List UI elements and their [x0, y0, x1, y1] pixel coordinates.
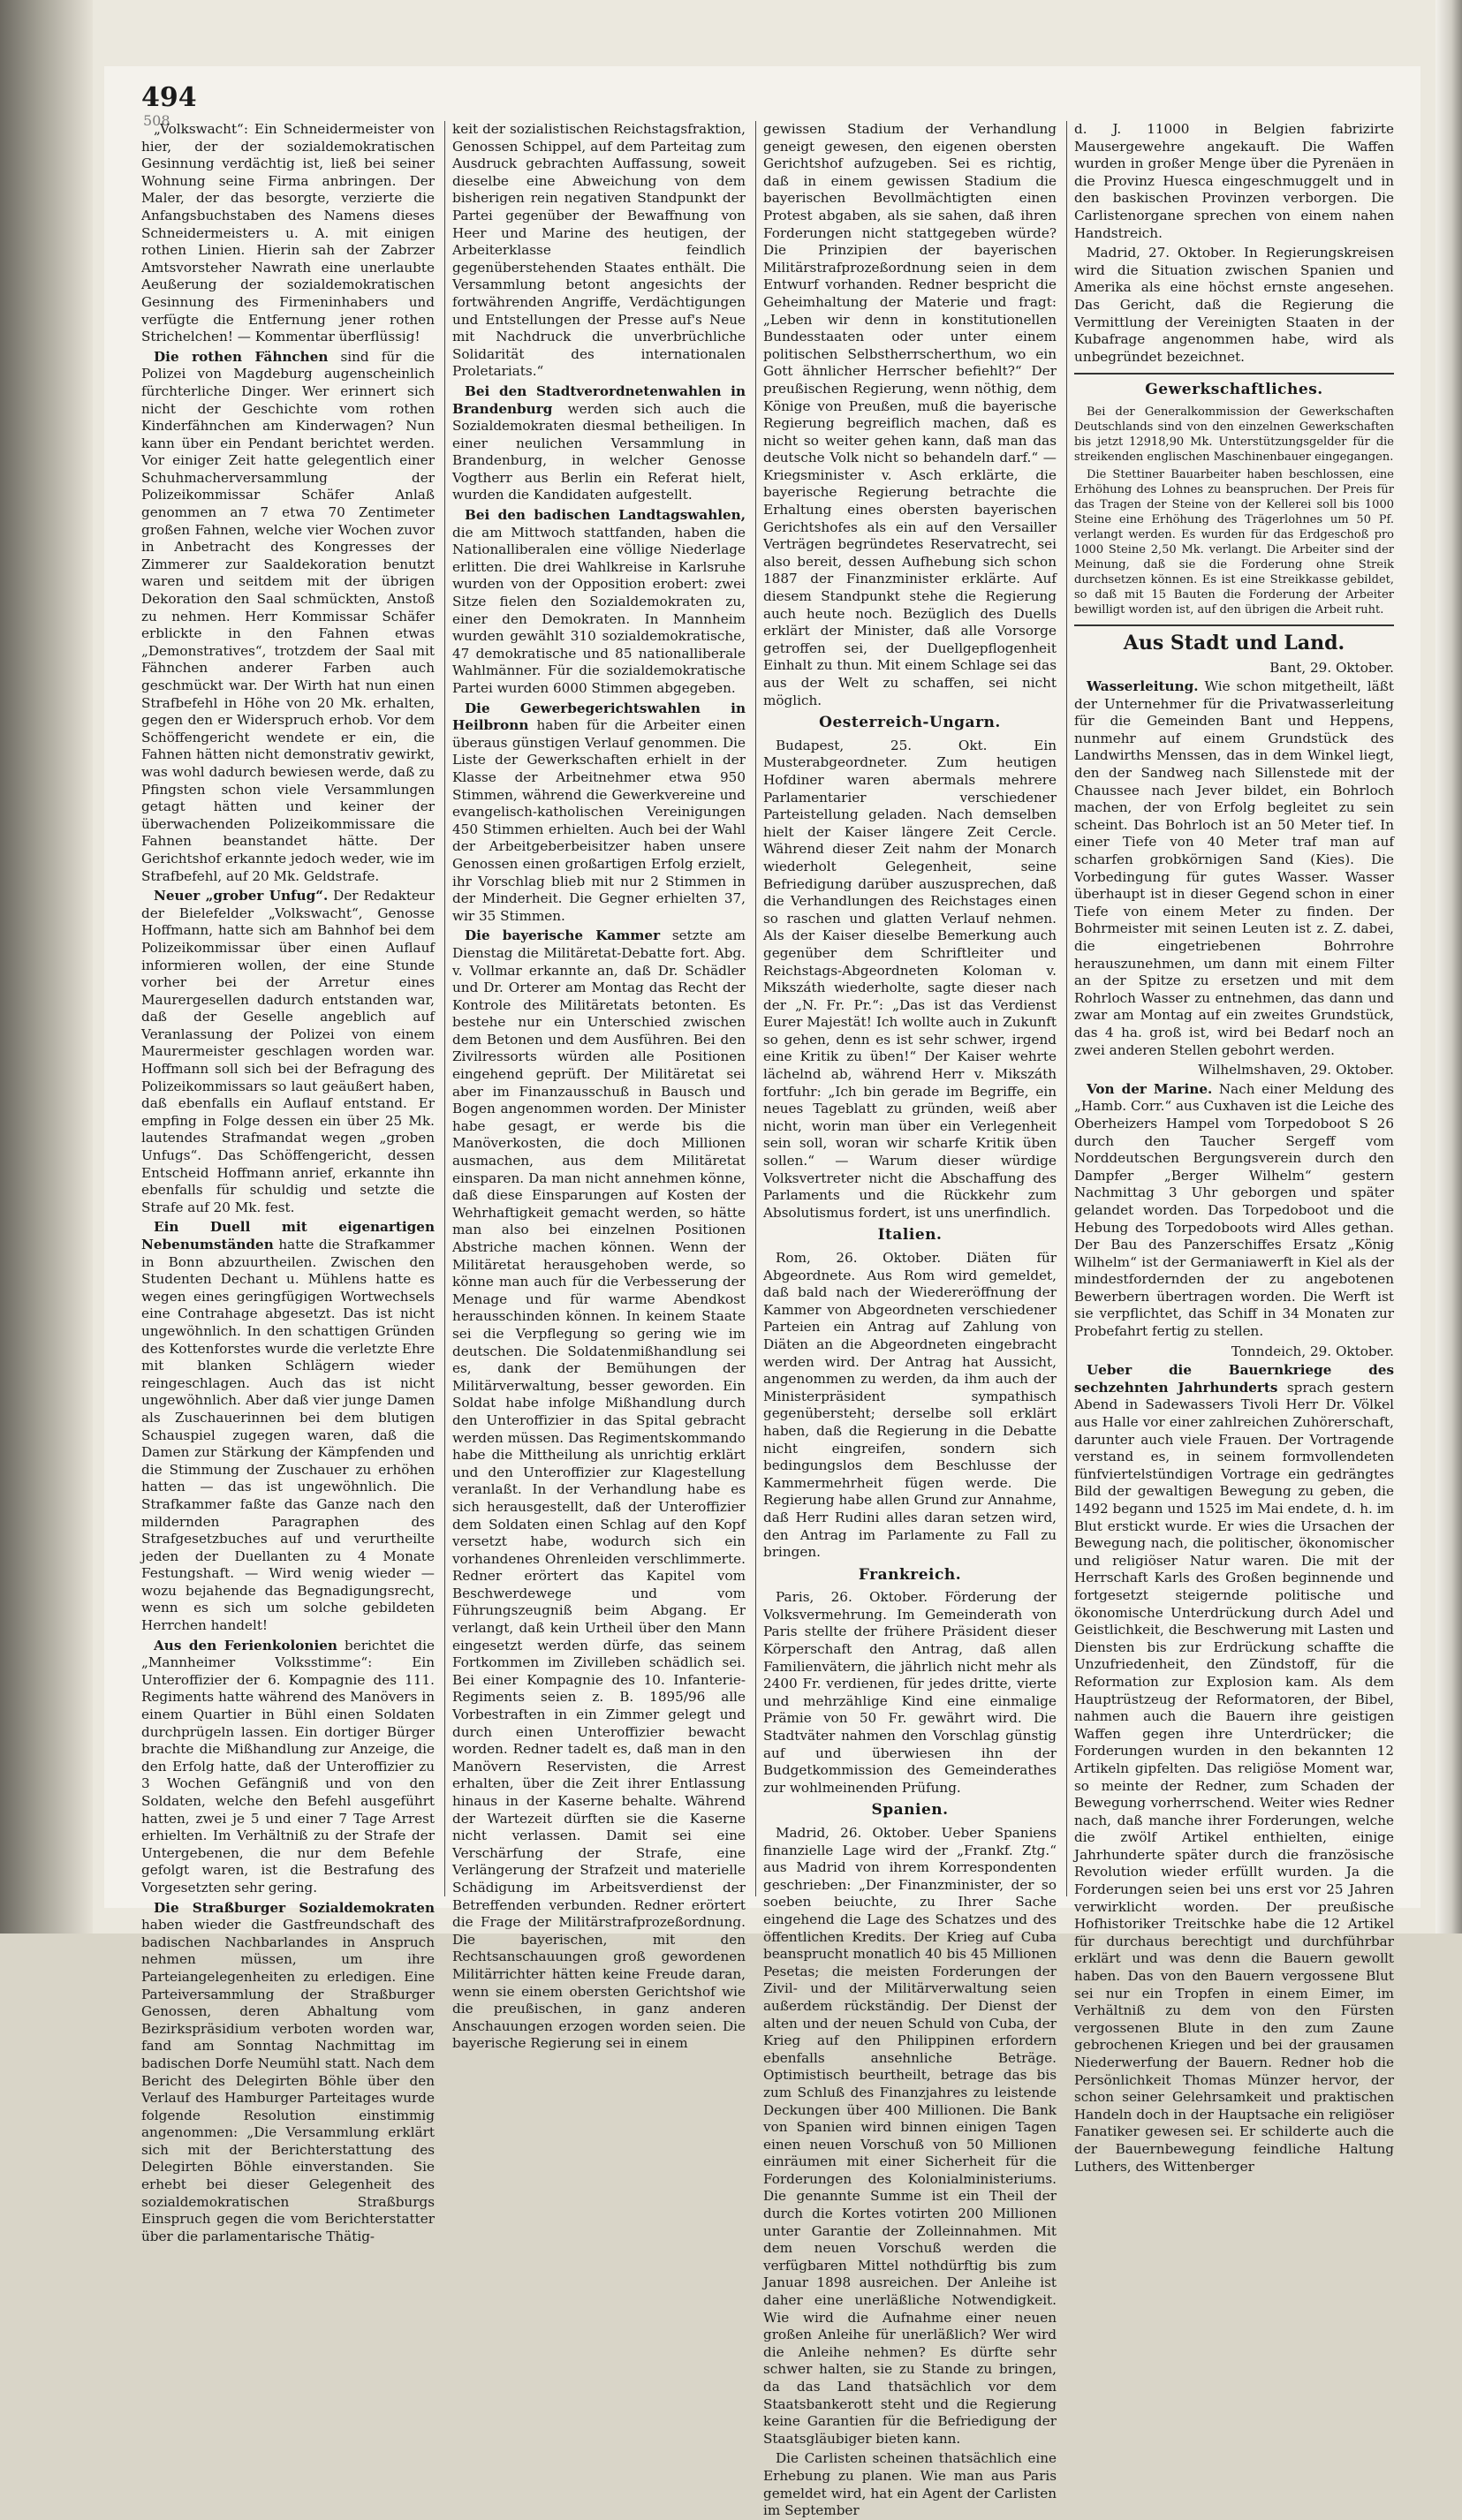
article-lead: Bei den Stadtverordnetenwahlen in Brandenburg	[452, 382, 746, 417]
article-lead: Neuer „grober Unfug“.	[154, 888, 329, 904]
column-rule	[444, 121, 445, 1896]
article-text: sprach gestern Abend in Sadewassers Tivoli Herr Dr. Völkel aus Halle vor einer zahlreichen Zuhörerschaft, darunter auch viele Frauen. Der Vortragende verstand es, in seinem formvollendeten fünfviertelstündigen Vortrage ein gedrängtes Bild der gewaltigen Bewegung zu geben, die 1492 begann und 1525 im Mai endete, d. h. im Blut erstickt wurde. Er wies die Ursachen der Bewegung nach, die politischer, ökonomischer und religiöser Natur waren. Die mit der Herrschaft Karls des Großen beginnende und fortgesetzt steigernde politische und ökonomische Unterdrückung durch Adel und Geistlichkeit, die Beschwerung mit Lasten und Diensten bis zur Erdrückung schaffte die Unzufriedenheit, den Zündstoff, für die Reformation zur Explosion kam. Als dem Hauptrüstzeug der Reformatoren, der Bibel, nahmen auch die Bauern ihre geistigen Waffen gegen ihre Unterdrücker; die Forderungen wurden in den bekannten 12 Artikeln gipfelten. Das religiöse Moment war, so meinte der Redner, zum Schaden der Bewegung vorherrschend. Weiter wies Redner nach, daß manche ihrer Forderungen, welche die zwölf Artikel enthielten, einige Jahrhunderte später durch die französische Revolution wieder erfüllt wurden. Ja die Forderungen seien bei uns erst vor 25 Jahren verwirklicht worden. Der preußische Hofhistoriker Treitschke habe die 12 Artikel für durchaus berechtigt und durchführbar erklärt und was denn die Bauern gewollt haben. Das von den Bauern vergossene Blut sei nur ein Tropfen in einem Eimer, im Verhältniß zu dem von den Fürsten vergossenen Blute in den zum Zaune gebrochenen Kriegen und bei der grausamen Niederwerfung der Bauern. Redner hob die Persönlichkeit Thomas Münzer hervor, der schon seiner Gelehrsamkeit und praktischen Handeln doch in der Hauptsache ein religiöser Fanatiker gewesen sei. Er schilderte auch die der Bauernbewegung feindliche Haltung Luthers, des Wittenberger	[1074, 1379, 1394, 2175]
paragraph	[452, 507, 746, 698]
paragraph: Madrid, 26. Oktober. Ueber Spaniens finanzielle Lage wird der „Frankf. Ztg.“ aus Madrid von ihrem Korrespondenten geschrieben: „Der Finanzminister, der so soeben beiuchte, zu Ihrer Sache eingehend die Lage des Schatzes und des öffentlichen Kredits. Der Krieg auf Cuba beansprucht monatlich 40 bis 45 Millionen Pesetas; die meisten Forderungen der Zivil- und der Militärverwaltung seien außerdem rückständig. Der Dienst der alten und der neuen Schuld von Cuba, der Krieg auf den Philippinen erfordern ebenfalls ansehnliche Beträge. Optimistisch beurtheilt, betrage das bis zum Schluß des Finanzjahres zu leistende Deckungen über 400 Millionen. Die Bank von Spanien wird binnen einigen Tagen einen neuen Vorschuß von 50 Millionen einräumen mit einer Sicherheit für die Forderungen des Kolonialministeriums. Die genannte Summe ist ein Theil der durch die Kortes votirten 200 Millionen unter Garantie der Zolleinnahmen. Mit dem neuen Vorschuß werden die verfügbaren Mittel nothdürftig bis zum Januar 1898 ausreichen. Der Anleihe ist daher eine unerläßliche Notwendigkeit. Wie wird die Aufnahme einer neuen großen Anleihe für unerläßlich? Wer wird die Anleihe nehmen? Es dürfte sehr schwer halten, sie zu Stande zu bringen, da das Land thatsächlich vor dem Staatsbankerott steht und die Regierung keine Garantien für die Befriedigung der Staatsgläubiger bieten kann.	[763, 1825, 1057, 2447]
section-heading: Oesterreich-Ungarn.	[819, 714, 1001, 732]
paragraph: Die Stettiner Bauarbeiter haben beschlossen, eine Erhöhung des Lohnes zu beanspruchen. Der Preis für das Tragen der Steine von der Kellerei soll bis 1000 Steine eine Erhöhung des Trägerlohnes um 50 Pf. verlangt werden. Es wurden für das Erdgeschoß pro 1000 Steine 2,50 Mk. verlangt. Die Arbeiter sind der Meinung, daß sie die Forderung ohne Streik durchsetzen können. Es ist eine Streikkasse gebildet, so daß mit 15 Bauten die Forderung der Arbeiter bewilligt worden ist, auf den übrigen die Arbeit ruht.	[1074, 467, 1394, 617]
article-text: setzte am Dienstag die Militäretat-Debatte fort. Abg. v. Vollmar erkannte an, daß Dr. Schädler und Dr. Orterer am Montag das Recht der Kontrole des Militäretats betonten. Es bestehe nur ein Unterschied zwischen dem Betonen und dem Ausführen. Bei den Zivilressorts würden alle Positionen eingehend geprüft. Der Militäretat sei aber im Finanzausschuß in Bausch und Bogen angenommen worden. Der Minister habe gesagt, er werde bis die Manöverkosten, die doch Millionen ausmachen, aus dem Militäretat einsparen. Da man nicht annehmen könne, daß diese Einsparungen auf Kosten der Wehrhaftigkeit gemacht werden, so hätte man also bei einzelnen Positionen Abstriche machen können. Wenn der Militäretat herausgehoben werde, so könne man auch für die Verbesserung der Menage und für warme Abendkost herausschinden können. In keinem Staate sei die Verpflegung so gering wie im deutschen. Die Soldatenmißhandlung sei es, dank der Bemühungen der Militärverwaltung, besser geworden. Ein Soldat habe infolge Mißhandlung durch den Unteroffizier in das Spital gebracht werden müssen. Das Regimentskommando habe die Mittheilung als unrichtig erklärt und den Unteroffizier zur Klagestellung veranlaßt. In der Verhandlung habe es sich herausgestellt, daß der Unteroffizier dem Soldaten einen Schlag auf den Kopf versetzt habe, wodurch sich ein vorhandenes Ohrenleiden verschlimmerte. Redner erörtert das Kapitel vom Beschwerdewege und vom Führungszeugniß beim Abgang. Er verlangt, daß kein Urtheil über den Mann eingesetzt werden dürfe, das seinem Fortkommen im Zivilleben schädlich sei. Bei einer Kompagnie des 10. Infanterie-Regiments seien z. B. 1895/96 alle Vorbestraften in ein Zimmer gelegt und durch einen Unteroffizier bewacht worden. Redner tadelt es, daß man in den Manövern Reservisten, die Arrest erhalten, über die Zeit ihrer Entlassung hinaus in der Kaserne behalte. Während der Wartezeit dürften sie die Kaserne nicht verlassen. Damit sei eine Verschärfung der Strafe, eine Verlängerung der Strafzeit und materielle Schädigung im Arbeitsverdienst der Betreffenden verbunden. Redner erörtert die Frage der Militärstrafprozeßordnung. Die bayerischen, mit den Rechtsanschauungen groß gewordenen Militärrichter hätten keine Freude daran, wenn sie einem obersten Gerichtshof wie die preußischen, in ganz anderen Anschauungen erzogen worden seien. Die bayerische Regierung sei in einem	[452, 927, 746, 2052]
article-text: werden sich auch die Sozialdemokraten diesmal betheiligen. In einer neulichen Versammlung in Brandenburg, in welcher Genosse Vogtherr aus Berlin ein Referat hielt, wurden die Kandidaten aufgestellt.	[452, 400, 746, 503]
article-lead: Ueber die Bauernkriege des sechzehnten Jahrhunderts	[1074, 1362, 1394, 1396]
article-text: die am Mittwoch stattfanden, haben die Nationalliberalen eine völlige Niederlage erlitten. Die drei Wahlkreise in Karlsruhe wurden von der Opposition erobert: zwei Sitze fielen den Sozialdemokraten zu, einer den Demokraten. In Mannheim wurden gewählt 310 sozialdemokratische, 47 demokratische und 85 nationalliberale Wahlmänner. Für die sozialdemokratische Partei wurden 6000 Stimmen abgegeben.	[452, 524, 746, 696]
handwritten-mark: 508	[143, 112, 170, 129]
page-number: 494	[141, 82, 197, 113]
book-binding	[0, 0, 93, 1934]
column-2	[452, 121, 746, 2052]
dateline: Tonndeich, 29. Oktober.	[1231, 1343, 1394, 1359]
section-heading: Aus Stadt und Land.	[1123, 631, 1345, 655]
page-edge	[1435, 0, 1462, 1934]
newspaper-page	[104, 66, 1420, 2519]
paragraph: d. J. 11000 in Belgien fabrizirte Mausergewehre angekauft. Die Waffen wurden in großer Menge über die Pyrenäen in die Provinz Huesca eingeschmuggelt und in den baskischen Provinzen verborgen. Die Carlistenorgane sprechen von einem nahen Handstreich.	[1074, 121, 1394, 241]
paragraph	[141, 349, 435, 885]
section-heading: Spanien.	[871, 1801, 949, 1820]
paragraph	[452, 383, 746, 504]
paragraph: Budapest, 25. Okt. Ein Musterabgeordneter. Zum heutigen Hofdiner waren abermals mehrere Parlamentarier verschiedener Parteistellung geladen. Nach demselben hielt der Kaiser längere Zeit Cercle. Während dieser Zeit nahm der Monarch wiederholt Gelegenheit, seine Befriedigung darüber auszusprechen, daß die Verhandlungen des Reichstages einen so raschen und glatten Verlauf nehmen. Als der Kaiser dieselbe Bemerkung auch gegenüber dem Schriftleiter und Reichstags-Abgeordneten Koloman v. Mikszáth wiederholte, sagte dieser nach der „N. Fr. Pr.“: „Das ist das Verdienst Eurer Majestät! Ich wollte auch in Zukunft so gehen, denn es ist sehr schwer, irgend eine Kritik zu üben!“ Der Kaiser wehrte lächelnd ab, während Herr v. Mikszáth fortfuhr: „Ich bin gerade im Begriffe, ein neues Tageblatt zu gründen, weiß aber nicht, worin man über ein Verlegenheit sein soll, woran wir scharfe Kritik üben sollen.“ — Warum dieser würdige Volksvertreter nicht die Abschaffung des Parlaments und die Rückkehr zum Absolutismus fordert, ist uns unerfindlich.	[763, 737, 1057, 1221]
article-text: haben wieder die Gastfreundschaft des badischen Nachbarlandes in Anspruch nehmen müssen, um ihre Parteiangelegenheiten zu erledigen. Eine Parteiversammlung der Straßburger Genossen, deren Abhaltung vom Bezirkspräsidium verboten worden war, fand am Sonntag Nachmittag im badischen Dorfe Neumühl statt. Nach dem Bericht des Delegirten Böhle über den Verlauf des Hamburger Parteitages wurde folgende Resolution einstimmig angenommen: „Die Versammlung erklärt sich mit der Berichterstattung des Delegirten Böhle einverstanden. Sie erhebt bei dieser Gelegenheit des sozialdemokratischen Straßburgs Einspruch gegen die vom Berichterstatter über die parlamentarische Thätig-	[141, 1917, 435, 2244]
column-3	[763, 121, 1057, 2519]
article-text: hatte die Strafkammer in Bonn abzuurtheilen. Zwischen den Studenten Dechant u. Mühlens hatte es wegen eines geringfügigen Wortwechsels eine Contrahage abgesetzt. Das ist nicht ungewöhnlich. In den schattigen Gründen des Kottenforstes wurde die verletzte Ehre mit blanken Schlägern wieder reingeschlagen. Auch das ist nicht ungewöhnlich. Aber daß vier junge Damen als Zuschauerinnen bei dem blutigen Schauspiel zugegen waren, daß die Damen zur Stärkung der Kämpfenden und die Stimmung der Zuschauer zu erhöhen hatten — das ist ungewöhnlich. Die Strafkammer faßte das Ganze nach den mildernden Paragraphen des Strafgesetzbuches auf und verurtheilte jeden der Duellanten zu 4 Monate Festungshaft. — Wird wenig wieder — wozu bejahende das Begnadigungsrecht, wenn es sich um solche gebildeten Herrchen handelt!	[141, 1237, 435, 1634]
article-text: Wie schon mitgetheilt, läßt der Unternehmer für die Privatwasserleitung für die Gemeinden Bant und Heppens, nunmehr auf einem Grundstück des Landwirths Menssen, das in dem Winkel liegt, den der Sandweg nach Sillenstede mit der Chaussee nach Jever bildet, ein Bohrloch machen, der von Erfolg begleitet zu sein scheint. Das Bohrloch ist an 50 Meter tief. In einer Tiefe von 40 Meter traf man auf scharfen grobkörnigen Sand (Kies). Die Vorbedingung für gutes Wasser. Wasser überhaupt ist in dieser Gegend schon in einer Tiefe von einem Meter zu finden. Der Bohrmeister mit seinen Leuten ist z. Z. dabei, die eingetriebenen Bohrrohre herauszunehmen, um dann mit einem Filter an der Spitze zu ersetzen und mit dem Rohrloch Wasser zu entnehmen, das dann und zwar am Montag auf ein zweites Grundstück, das 4 ha. groß ist, wird bei Bedarf noch an zwei anderen Stellen gebohrt werden.	[1074, 678, 1394, 1058]
dateline: Wilhelmshaven, 29. Oktober.	[1198, 1062, 1394, 1078]
section-heading: Frankreich.	[858, 1565, 962, 1584]
divider	[1074, 373, 1394, 375]
paragraph	[141, 1900, 435, 2246]
section-heading: Gewerkschaftliches.	[1145, 381, 1323, 399]
paragraph: keit der sozialistischen Reichstagsfraktion, Genossen Schippel, auf dem Parteitag zum Ausdruck gebrachten Auffassung, soweit dieselbe eine Abweichung von dem bisherigen rein negativen Standpunkt der Partei gegenüber der Bewaffnung von Heer und Marine des heutigen, der Arbeiterklasse feindlich gegenüberstehenden Staates enthält. Die Versammlung betont angesichts der fortwährenden Angriffe, Verdächtigungen und Entstellungen der Presse auf's Neue mit Nachdruck die unverbrüchliche Solidarität des internationalen Proletariats.“	[452, 121, 746, 380]
paragraph: Paris, 26. Oktober. Förderung der Volksvermehrung. Im Gemeinderath von Paris stellte der frühere Präsident dieser Körperschaft den Antrag, daß allen Familienvätern, die jährlich nicht mehr als 2400 Fr. verdienen, für jedes dritte, vierte und mehrzählige Kind eine einmalige Prämie von 50 Fr. gewährt wird. Die Stadtväter nahmen den Vorschlag günstig auf und überwiesen ihn der Budgetkommission des Gemeinderathes zur wohlmeinenden Prüfung.	[763, 1589, 1057, 1796]
article-text: Nach einer Meldung des „Hamb. Corr.“ aus Cuxhaven ist die Leiche des Oberheizers Hampel vom Torpedoboot S 26 durch den Taucher Sergeff vom Norddeutschen Bergungsverein durch den Dampfer „Berger Wilhelm“ gestern Nachmittag 3 Uhr geborgen und später gelandet worden. Das Torpedoboot und die Hebung des Torpedoboots wird Alles gethan. Der Bau des Panzerschiffes Ersatz „König Wilhelm“ ist der Germaniawerft in Kiel als der mindestfordernden der zu angebotenen Bewerbern übertragen worden. Die Werft ist sie verpflichtet, das Schiff in 34 Monaten zur Probefahrt fertig zu stellen.	[1074, 1080, 1394, 1340]
column-rule	[755, 121, 756, 1896]
article-text: Der Redakteur der Bielefelder „Volkswacht“, Genosse Hoffmann, hatte sich am Bahnhof bei dem Polizeikommissar über einen Auflauf informieren wollen, der eine Stunde vorher bei der Arretur eines Maurergesellen dadurch entstanden war, daß der Geselle angeblich auf Veranlassung der Polizei von einem Maurermeister geschlagen worden war. Hoffmann soll sich bei der Befragung des Polizeikommissars so laut geäußert haben, daß ebenfalls ein Auflauf entstand. Er empfing in Folge dessen ein über 25 Mk. lautendes Strafmandat wegen „groben Unfugs“. Das Schöffengericht, dessen Entscheid Hoffmann anrief, erkannte ihn ebenfalls für schuldig und setzte die Strafe auf 20 Mk. fest.	[141, 888, 435, 1215]
section-heading: Italien.	[877, 1226, 943, 1245]
article-lead: Die rothen Fähnchen	[154, 348, 329, 365]
article-lead: Die bayerische Kammer	[465, 927, 661, 944]
divider	[1074, 624, 1394, 626]
article-lead: Von der Marine.	[1087, 1080, 1213, 1097]
paragraph	[1074, 1362, 1394, 2176]
article-lead: Wasserleitung.	[1087, 678, 1199, 695]
column-1	[141, 121, 436, 2244]
paragraph: Die Carlisten scheinen thatsächlich eine Erhebung zu planen. Wie man aus Paris gemeldet wird, hat ein Agent der Carlisten im September	[763, 2450, 1057, 2519]
paragraph	[1074, 678, 1394, 1059]
article-lead: Die Gewerbegerichtswahlen in Heilbronn	[452, 700, 746, 734]
paragraph: Bei der Generalkommission der Gewerkschaften Deutschlands sind von den einzelnen Gewerkschaften bis jetzt 12918,90 Mk. Unterstützungsgelder für die streikenden englischen Maschinenbauer eingegangen.	[1074, 405, 1394, 464]
paragraph	[141, 1219, 435, 1634]
dateline: Bant, 29. Oktober.	[1269, 659, 1394, 676]
article-lead: Ein Duell mit eigenartigen Nebenumständen	[141, 1219, 435, 1252]
paragraph: „Volkswacht“: Ein Schneidermeister von hier, der der sozialdemokratischen Gesinnung verdächtig ist, ließ bei seiner Wohnung seine Firma anbringen. Der Maler, der das besorgte, verzierte die Anfangsbuchstaben des Namens dieses Schneidermeisters u. A. mit einigen rothen Linien. Hierin sah der Zabrzer Amtsvorsteher Nawrath eine unerlaubte Aeußerung der sozialdemokratischen Gesinnung des Firmeninhabers und verfügte die Entfernung jener rothen Strichelchen! — Kommentar überflüssig!	[141, 121, 435, 345]
article-lead: Bei den badischen Landtagswahlen,	[465, 507, 746, 524]
column-rule	[1066, 121, 1067, 1896]
article-lead: Die Straßburger Sozialdemokraten	[154, 1899, 435, 1916]
paragraph: Madrid, 27. Oktober. In Regierungskreisen wird die Situation zwischen Spanien und Amerika als eine höchst ernste angesehen. Das Gericht, daß die Regierung die Vermittlung der Vereinigten Staaten in der Kubafrage angenommen habe, wird als unbegründet bezeichnet.	[1074, 245, 1394, 365]
article-lead: Aus den Ferienkolonien	[154, 1637, 337, 1654]
columns	[141, 121, 1405, 2519]
column-4	[1074, 121, 1394, 2175]
paragraph	[141, 1638, 435, 1897]
paragraph	[1074, 1081, 1394, 1341]
article-text: haben für die Arbeiter einen überaus günstigen Verlauf genommen. Die Liste der Gewerkschaften erhielt in der Klasse der Arbeitnehmer etwa 950 Stimmen, während die Gewerkvereine und evangelisch-katholischen Vereinigungen 450 Stimmen erhielten. Auch bei der Wahl der Arbeitgeberbeisitzer haben unsere Genossen einen großartigen Erfolg erzielt, ihr Vorschlag blieb mit nur 2 Stimmen in der Minderheit. Die Gegner erhielten 37, wir 35 Stimmen.	[452, 717, 746, 924]
article-text: sind für die Polizei von Magdeburg augenscheinlich fürchterliche Dinger. Wer erinnert sich nicht der Geschichte vom rothen Kinderfähnchen am Kinderwagen? Nun kann über ein Pendant berichtet werden. Vor einiger Zeit hatte gelegentlich einer Schuhmacherversammlung der Polizeikommissar Schäfer Anlaß genommen an 7 etwa 70 Zentimeter großen Fahnen, welche vier Wochen zuvor in Anbetracht des Kongresses der Zimmerer zur Saaldekoration benutzt waren und seitdem mit der übrigen Dekoration den Saal schmückten, Anstoß zu nehmen. Herr Kommissar Schäfer erblickte in den Fahnen etwas „Demonstratives“, trotzdem der Saal mit Fähnchen anderer Farben auch geschmückt war. Der Wirth hat nun einen Strafbefehl in Höhe von 20 Mk. erhalten, gegen den er Widerspruch erhob. Vor dem Schöffengericht wendete er ein, die Fahnen hätten nicht demonstrativ gewirkt, was wohl dadurch bewiesen werde, daß zu Pfingsten schon viele Versammlungen getagt hätten und keiner der überwachenden Polizeikommissare die Fahnen beanstandet hätte. Der Gerichtshof erkannte jedoch weder, wie im Strafbefehl, auf 20 Mk. Geldstrafe.	[141, 348, 435, 884]
paragraph	[141, 888, 435, 1216]
paragraph: gewissen Stadium der Verhandlung geneigt gewesen, den eigenen obersten Gerichtshof aufzugeben. Sei es richtig, daß in einem gewissen Stadium die bayerischen Bevollmächtigten einen Protest abgaben, als sie sahen, daß ihren Forderungen nicht stattgegeben würde? Die Prinzipien der bayerischen Militärstrafprozeßordnung seien in dem Entwurf vorhanden. Redner bespricht die Geheimhaltung der Materie und fragt: „Leben wir denn in konstitutionellen Bundesstaaten oder unter einem politischen Selbstherrscherthum, wo ein Gott ähnlicher Herrscher befiehlt?“ Der preußischen Regierung, wenn nöthig, dem Könige von Preußen, muß die bayerische Regierung begreiflich machen, daß es nicht so weiter gehen kann, daß man das deutsche Volk nicht so behandeln darf.“ — Kriegsminister v. Asch erklärte, die bayerische Regierung betrachte die Erhaltung eines obersten bayerischen Gerichtshofes als ein auf den Versailler Verträgen begründetes Reservatrecht, sei also bereit, dessen Aufhebung sich schon 1887 der Finanzminister erklärte. Auf diesem Standpunkt stehe die Regierung auch heute noch. Bezüglich des Duells erklärt der Minister, daß alle Vorsorge getroffen sei, der Duellgepflogenheit Einhalt zu thun. Mit einem Schlage sei das aus der Welt zu schaffen, sei nicht möglich.	[763, 121, 1057, 708]
paragraph	[452, 700, 746, 926]
article-text: berichtet die „Mannheimer Volksstimme“: Ein Unteroffizier der 6. Kompagnie des 111. Regiments hatte während des Manövers in einem Quartier in Bühl einen Soldaten durchprügeln lassen. Ein dortiger Bürger brachte die Mißhandlung zur Anzeige, die den Erfolg hatte, daß der Unteroffizier zu 3 Wochen Gefängniß und von den Soldaten, welche den Befehl ausgeführt hatten, zwei je 5 und einer 7 Tage Arrest erhielten. Im Verhältniß zu der Strafe der Untergebenen, die nur dem Befehle gefolgt waren, ist die Bestrafung des Vorgesetzten sehr gering.	[141, 1637, 436, 1896]
paragraph	[452, 927, 746, 2053]
paragraph: Rom, 26. Oktober. Diäten für Abgeordnete. Aus Rom wird gemeldet, daß bald nach der Wiedereröffnung der Kammer von Abgeordneten verschiedener Parteien ein Antrag auf Zahlung von Diäten an die Abgeordneten eingebracht werden wird. Der Antrag hat Aussicht, angenommen zu werden, da ihm auch der Ministerpräsident sympathisch gegenübersteht; derselbe soll erklärt haben, daß die Regierung in die Debatte nicht eingreifen, sondern sich bedingungslos dem Beschlusse der Kammermehrheit fügen werde. Die Regierung habe allen Grund zur Annahme, daß Herr Rudini alles daran setzen wird, den Antrag im Parlamente zu Fall zu bringen.	[763, 1250, 1057, 1561]
